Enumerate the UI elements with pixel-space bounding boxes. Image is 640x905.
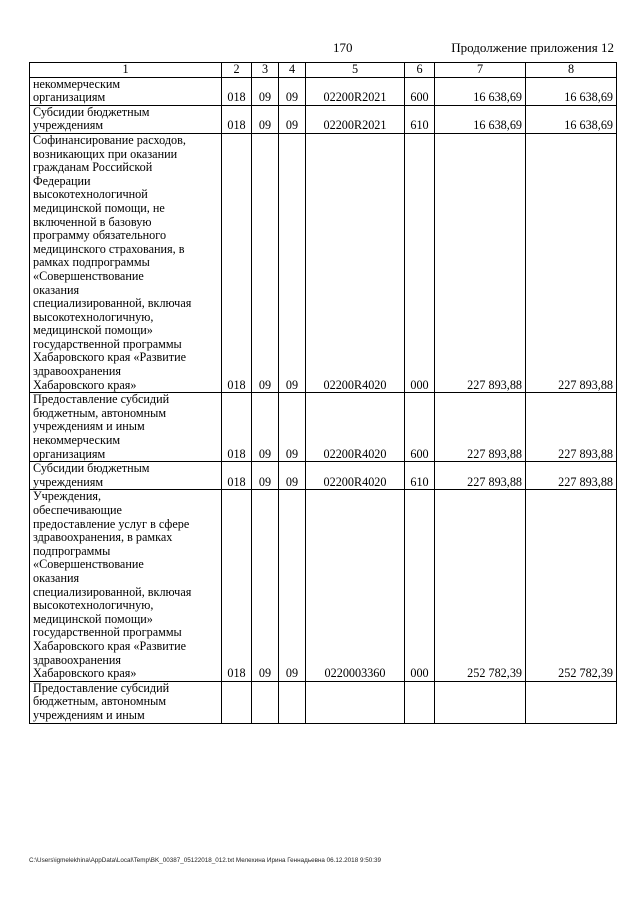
cell-target-article: 02200R2021 xyxy=(306,77,405,105)
column-header: 6 xyxy=(405,63,435,78)
cell-section: 09 xyxy=(252,393,279,462)
row-name: Предоставление субсидий бюджетным, автономным учреждениям и иным xyxy=(30,681,222,723)
row-name: Субсидии бюджетным учреждениям xyxy=(30,462,222,490)
cell-subsection: 09 xyxy=(279,77,306,105)
cell-expense-type: 000 xyxy=(405,490,435,681)
cell-amount-planned: 252 782,39 xyxy=(435,490,526,681)
cell-section: 09 xyxy=(252,105,279,133)
cell-amount-planned: 16 638,69 xyxy=(435,105,526,133)
cell-admin-code xyxy=(222,681,252,723)
table-row xyxy=(30,393,617,462)
table-row xyxy=(30,77,617,105)
cell-amount-planned xyxy=(435,681,526,723)
page-number: 170 xyxy=(333,40,353,55)
cell-subsection: 09 xyxy=(279,490,306,681)
cell-amount-executed xyxy=(526,681,617,723)
cell-expense-type: 600 xyxy=(405,77,435,105)
column-header: 7 xyxy=(435,63,526,78)
cell-section: 09 xyxy=(252,490,279,681)
column-header: 8 xyxy=(526,63,617,78)
column-header: 1 xyxy=(30,63,222,78)
row-name: Софинансирование расходов, возникающих при оказании гражданам Российской Федерации высокотехнологичной медицинской помощи, не включенной в базовую программу обязательного медицинского страхования, в рамках подпрограммы «Совершенствование оказания специализированной, включая высокотехнологичную, медицинской помощи» государственной программы Хабаровского края «Развитие здравоохранения Хабаровского края» xyxy=(30,133,222,392)
cell-expense-type: 610 xyxy=(405,462,435,490)
table-row xyxy=(30,133,617,392)
cell-admin-code: 018 xyxy=(222,77,252,105)
cell-target-article: 0220003360 xyxy=(306,490,405,681)
table-row xyxy=(30,681,617,723)
cell-expense-type: 000 xyxy=(405,133,435,392)
column-header: 5 xyxy=(306,63,405,78)
cell-admin-code: 018 xyxy=(222,393,252,462)
row-name: Учреждения, обеспечивающие предоставление услуг в сфере здравоохранения, в рамках подпрограммы «Совершенствование оказания специализированной, включая высокотехнологичную, медицинской помощи» государственной программы Хабаровского края «Развитие здравоохранения Хабаровского края» xyxy=(30,490,222,681)
cell-section: 09 xyxy=(252,77,279,105)
row-name: Предоставление субсидий бюджетным, автономным учреждениям и иным некоммерческим организациям xyxy=(30,393,222,462)
table-row xyxy=(30,105,617,133)
cell-target-article: 02200R4020 xyxy=(306,393,405,462)
cell-admin-code: 018 xyxy=(222,490,252,681)
file-path-footer: C:\Users\igmelekhina\AppData\Local\Temp\BK_00387_05122018_012.txt Мелехина Ирина Геннадьевна 06.12.2018 9:50:39 xyxy=(29,857,381,864)
cell-subsection xyxy=(279,681,306,723)
cell-target-article: 02200R4020 xyxy=(306,462,405,490)
cell-amount-executed: 16 638,69 xyxy=(526,77,617,105)
cell-section: 09 xyxy=(252,462,279,490)
cell-expense-type xyxy=(405,681,435,723)
row-name: Субсидии бюджетным учреждениям xyxy=(30,105,222,133)
cell-subsection: 09 xyxy=(279,393,306,462)
column-header: 2 xyxy=(222,63,252,78)
cell-admin-code: 018 xyxy=(222,105,252,133)
cell-target-article xyxy=(306,681,405,723)
cell-amount-planned: 16 638,69 xyxy=(435,77,526,105)
cell-admin-code: 018 xyxy=(222,462,252,490)
cell-amount-planned: 227 893,88 xyxy=(435,462,526,490)
cell-section: 09 xyxy=(252,133,279,392)
budget-table xyxy=(29,62,617,724)
cell-subsection: 09 xyxy=(279,105,306,133)
cell-subsection: 09 xyxy=(279,133,306,392)
column-header: 3 xyxy=(252,63,279,78)
table-row xyxy=(30,462,617,490)
cell-section xyxy=(252,681,279,723)
cell-expense-type: 610 xyxy=(405,105,435,133)
cell-amount-executed: 227 893,88 xyxy=(526,133,617,392)
cell-amount-executed: 252 782,39 xyxy=(526,490,617,681)
table-header-row xyxy=(30,63,617,78)
row-name: некоммерческим организациям xyxy=(30,77,222,105)
cell-amount-executed: 227 893,88 xyxy=(526,393,617,462)
cell-amount-executed: 227 893,88 xyxy=(526,462,617,490)
cell-expense-type: 600 xyxy=(405,393,435,462)
column-header: 4 xyxy=(279,63,306,78)
cell-admin-code: 018 xyxy=(222,133,252,392)
cell-target-article: 02200R2021 xyxy=(306,105,405,133)
cell-amount-planned: 227 893,88 xyxy=(435,393,526,462)
continuation-note: Продолжение приложения 12 xyxy=(451,40,614,55)
cell-amount-planned: 227 893,88 xyxy=(435,133,526,392)
table-row xyxy=(30,490,617,681)
cell-target-article: 02200R4020 xyxy=(306,133,405,392)
cell-amount-executed: 16 638,69 xyxy=(526,105,617,133)
cell-subsection: 09 xyxy=(279,462,306,490)
